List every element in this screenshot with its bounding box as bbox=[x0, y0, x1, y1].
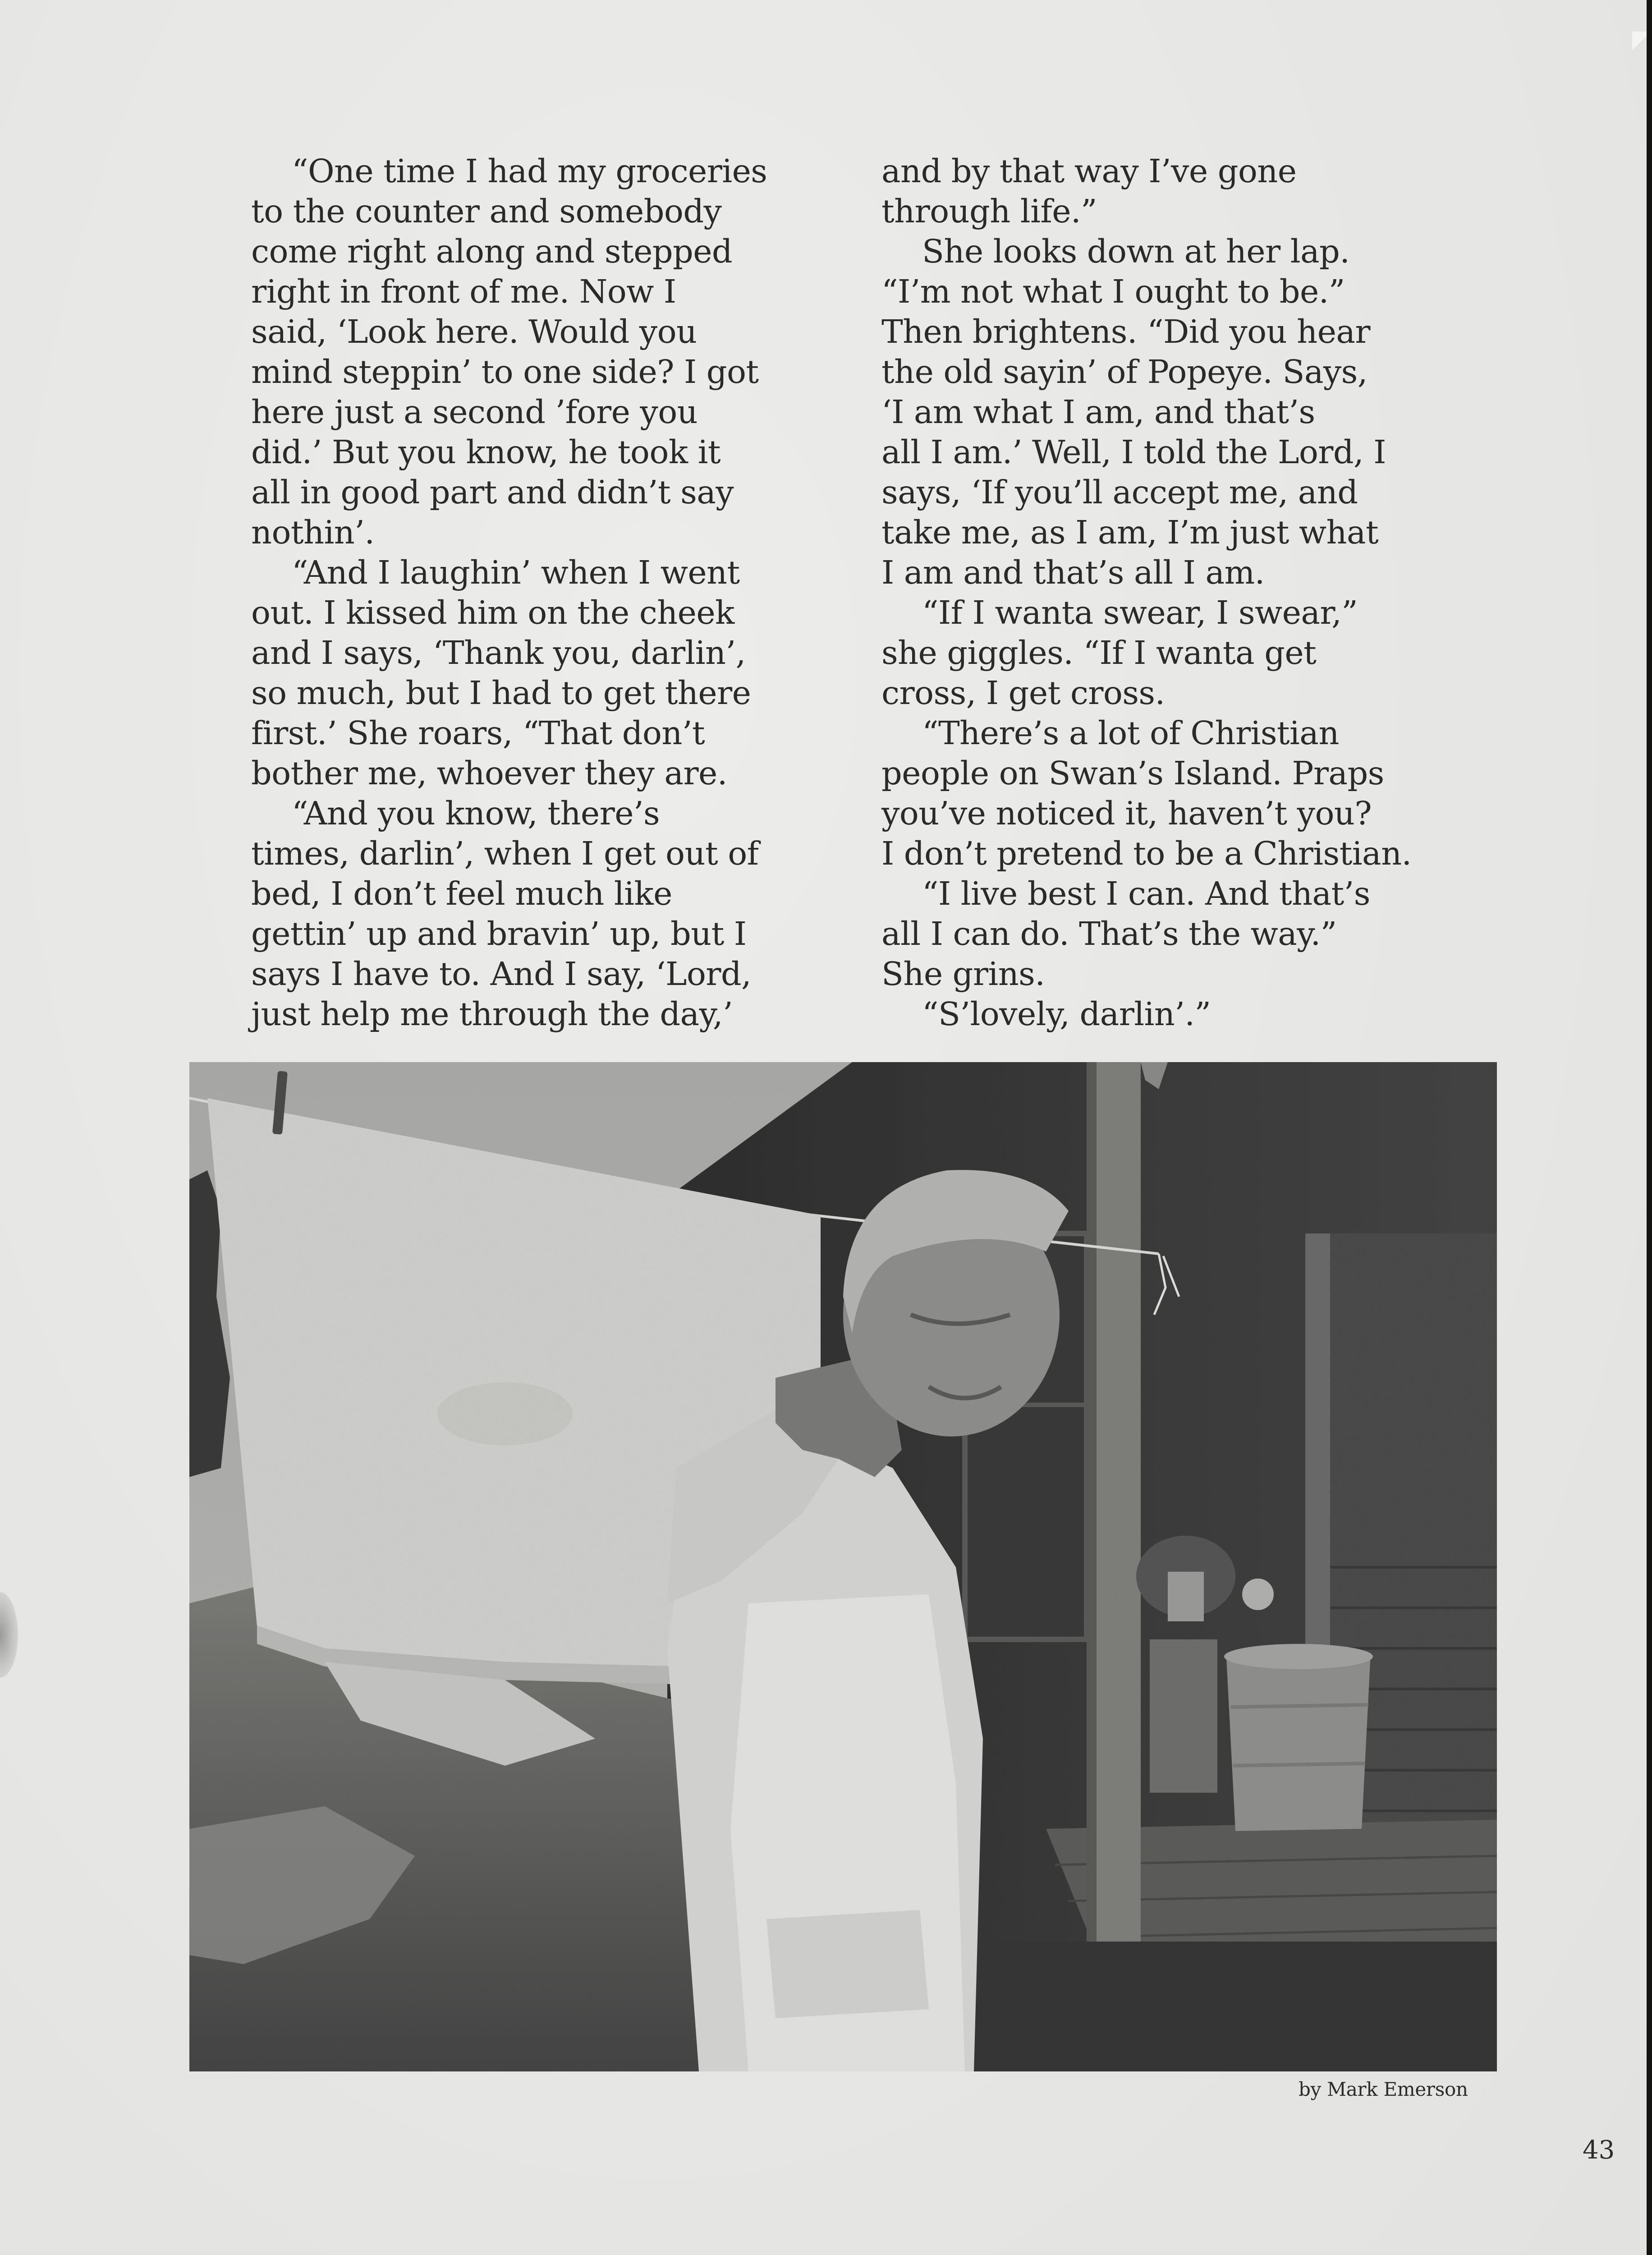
text-line: you’ve noticed it, haven’t you? bbox=[881, 795, 1372, 832]
text-line: people on Swan’s Island. Praps bbox=[881, 755, 1384, 792]
text-line: first.’ She roars, “That don’t bbox=[251, 714, 705, 752]
text-line: “There’s a lot of Christian bbox=[922, 714, 1339, 752]
text-line: “S’lovely, darlin’.” bbox=[922, 995, 1211, 1033]
text-line: and by that way I’ve gone bbox=[881, 152, 1297, 190]
photo-credit: by Mark Emerson bbox=[1299, 2078, 1468, 2100]
porch-post bbox=[1091, 1062, 1141, 1991]
text-line: bed, I don’t feel much like bbox=[251, 875, 672, 912]
text-line: “I’m not what I ought to be.” bbox=[881, 273, 1345, 310]
text-line: She grins. bbox=[881, 955, 1045, 993]
text-line: “And I laughin’ when I went bbox=[292, 554, 740, 591]
text-line: says I have to. And I say, ‘Lord, bbox=[251, 955, 752, 993]
trash-can bbox=[1226, 1653, 1371, 1831]
text-line: Then brightens. “Did you hear bbox=[881, 313, 1370, 350]
text-line: to the counter and somebody bbox=[251, 193, 722, 230]
text-line: times, darlin’, when I get out of bbox=[251, 835, 759, 872]
text-line: so much, but I had to get there bbox=[251, 674, 751, 712]
text-line: come right along and stepped bbox=[251, 233, 733, 270]
article-column-left bbox=[251, 151, 833, 1034]
text-line: “If I wanta swear, I swear,” bbox=[922, 594, 1358, 631]
article-column-right bbox=[881, 151, 1459, 1034]
page-number: 43 bbox=[1583, 2135, 1615, 2165]
text-line: and I says, ‘Thank you, darlin’, bbox=[251, 634, 746, 672]
article-photo bbox=[189, 1062, 1497, 2071]
text-line: gettin’ up and bravin’ up, but I bbox=[251, 915, 747, 953]
scan-edge bbox=[1647, 0, 1652, 2255]
apron-pocket bbox=[766, 1910, 929, 2018]
text-line: “I live best I can. And that’s bbox=[922, 875, 1370, 912]
text-line: did.’ But you know, he took it bbox=[251, 433, 721, 471]
text-line: through life.” bbox=[881, 193, 1097, 230]
text-line: bother me, whoever they are. bbox=[251, 755, 727, 792]
text-line: says, ‘If you’ll accept me, and bbox=[881, 474, 1358, 511]
photo-scene bbox=[189, 1062, 1497, 2071]
figurine bbox=[1242, 1578, 1274, 1610]
text-line: right in front of me. Now I bbox=[251, 273, 676, 310]
text-line: just help me through the day,’ bbox=[251, 995, 733, 1033]
text-line: she giggles. “If I wanta get bbox=[881, 634, 1317, 672]
text-line: the old sayin’ of Popeye. Says, bbox=[881, 353, 1367, 391]
text-line: “And you know, there’s bbox=[292, 795, 660, 832]
text-line: take me, as I am, I’m just what bbox=[881, 514, 1379, 551]
text-line: nothin’. bbox=[251, 514, 375, 551]
text-line: “One time I had my groceries bbox=[292, 152, 767, 190]
text-line: here just a second ’fore you bbox=[251, 393, 698, 431]
text-line: all in good part and didn’t say bbox=[251, 474, 734, 511]
text-line: She looks down at her lap. bbox=[922, 233, 1350, 270]
text-line: mind steppin’ to one side? I got bbox=[251, 353, 759, 391]
text-line: I don’t pretend to be a Christian. bbox=[881, 835, 1412, 872]
plant-stand bbox=[1150, 1639, 1217, 1793]
page-corner-fold bbox=[1632, 32, 1647, 54]
grass bbox=[956, 1942, 1497, 2071]
text-line: all I am.’ Well, I told the Lord, I bbox=[881, 433, 1386, 471]
text-line: all I can do. That’s the way.” bbox=[881, 915, 1337, 953]
text-line: out. I kissed him on the cheek bbox=[251, 594, 734, 631]
text-line: cross, I get cross. bbox=[881, 674, 1165, 712]
text-line: ‘I am what I am, and that’s bbox=[881, 393, 1315, 431]
text-line: said, ‘Look here. Would you bbox=[251, 313, 697, 350]
text-line: I am and that’s all I am. bbox=[881, 554, 1265, 591]
sheet-stain bbox=[437, 1382, 573, 1445]
